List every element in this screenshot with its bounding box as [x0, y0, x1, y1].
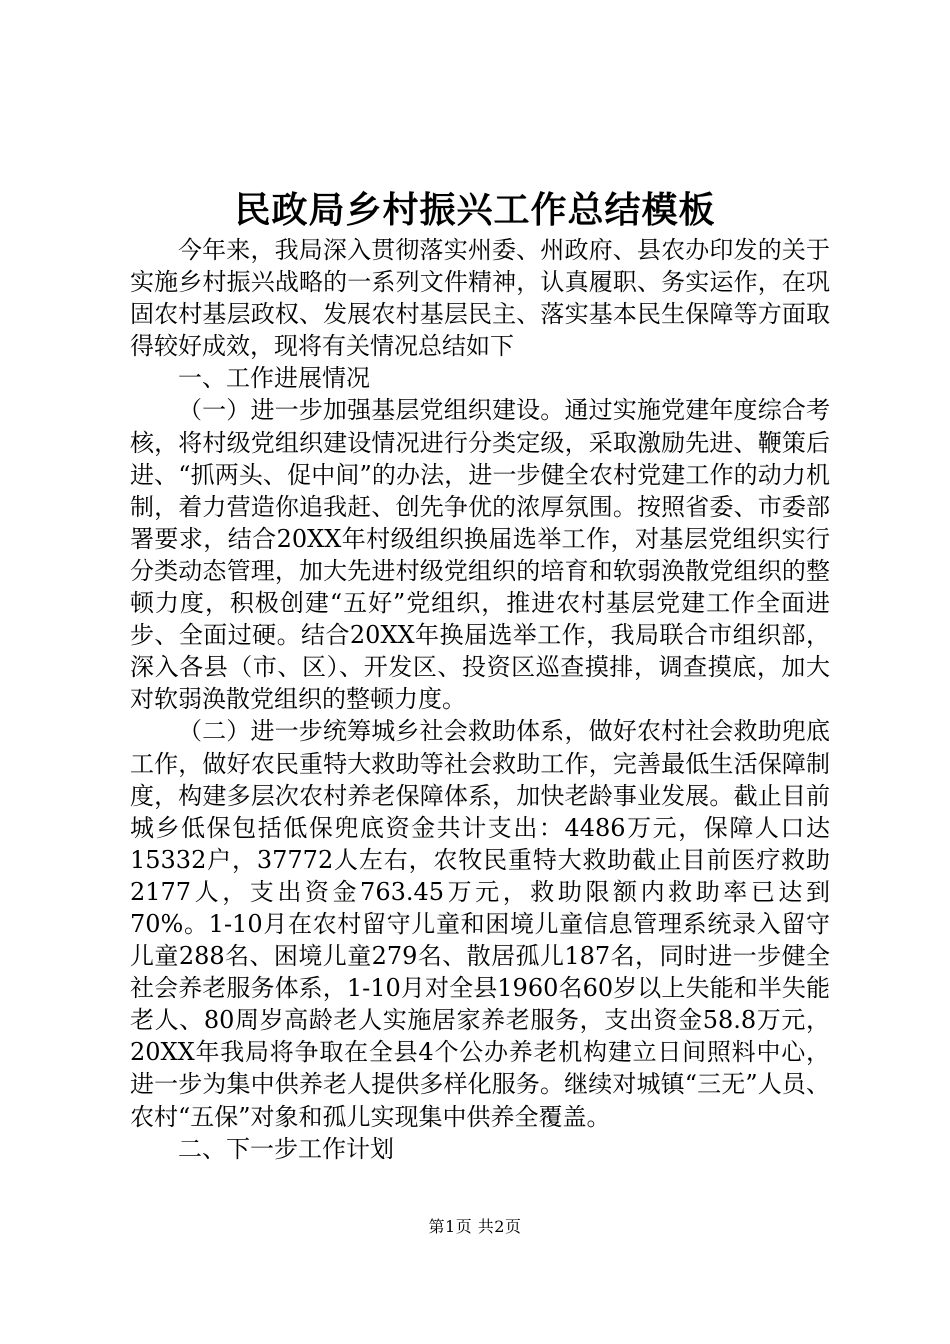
section-heading-progress: 一、工作进展情况 [178, 364, 370, 393]
social-assistance-paragraph: （二）进一步统筹城乡社会救助体系，做好农村社会救助兜底工作，做好农民重特大救助等社会救助工作，完善最低生活保障制度，构建多层次农村养老保障体系，加快老龄事业发展。截止目前城乡低保包括低保兜底资金共计支出：4486万元，保障人口达15332户，37772人左右，农牧民重特大救助截止目前医疗救助2177人，支出资金763.45万元，救助限额内救助率已达到70%。1-10月在农村留守儿童和困境儿童信息管理系统录入留守儿童288名、困境儿童279名、散居孤儿187名，同时进一步健全社会养老服务体系，1-10月对全县1960名60岁以上失能和半失能老人、80周岁高龄老人实施居家养老服务，支出资金58.8万元，20XX年我局将争取在全县4个公办养老机构建立日间照料中心，进一步为集中供养老人提供多样化服务。继续对城镇“三无”人员、农村“五保”对象和孤儿实现集中供养全覆盖。 [130, 717, 830, 1131]
page-footer: 第1页 共2页 [428, 1217, 522, 1236]
document-title: 民政局乡村振兴工作总结模板 [234, 189, 716, 231]
section-heading-next-plan: 二、下一步工作计划 [178, 1134, 394, 1163]
document-body [130, 234, 830, 1165]
party-building-paragraph: （一）进一步加强基层党组织建设。通过实施党建年度综合考核，将村级党组织建设情况进行分类定级，采取激励先进、鞭策后进、“抓两头、促中间”的办法，进一步健全农村党建工作的动力机制，着力营造你追我赶、创先争优的浓厚氛围。按照省委、市委部署要求，结合20XX年村级组织换届选举工作，对基层党组织实行分类动态管理，加大先进村级党组织的培育和软弱涣散党组织的整顿力度，积极创建“五好”党组织，推进农村基层党建工作全面进步、全面过硬。结合20XX年换届选举工作，我局联合市组织部，深入各县（市、区）、开发区、投资区巡查摸排，调查摸底，加大对软弱涣散党组织的整顿力度。 [130, 396, 830, 714]
intro-paragraph: 今年来，我局深入贯彻落实州委、州政府、县农办印发的关于实施乡村振兴战略的一系列文件精神，认真履职、务实运作，在巩固农村基层政权、发展农村基层民主、落实基本民生保障等方面取得较好成效，现将有关情况总结如下 [130, 236, 830, 361]
